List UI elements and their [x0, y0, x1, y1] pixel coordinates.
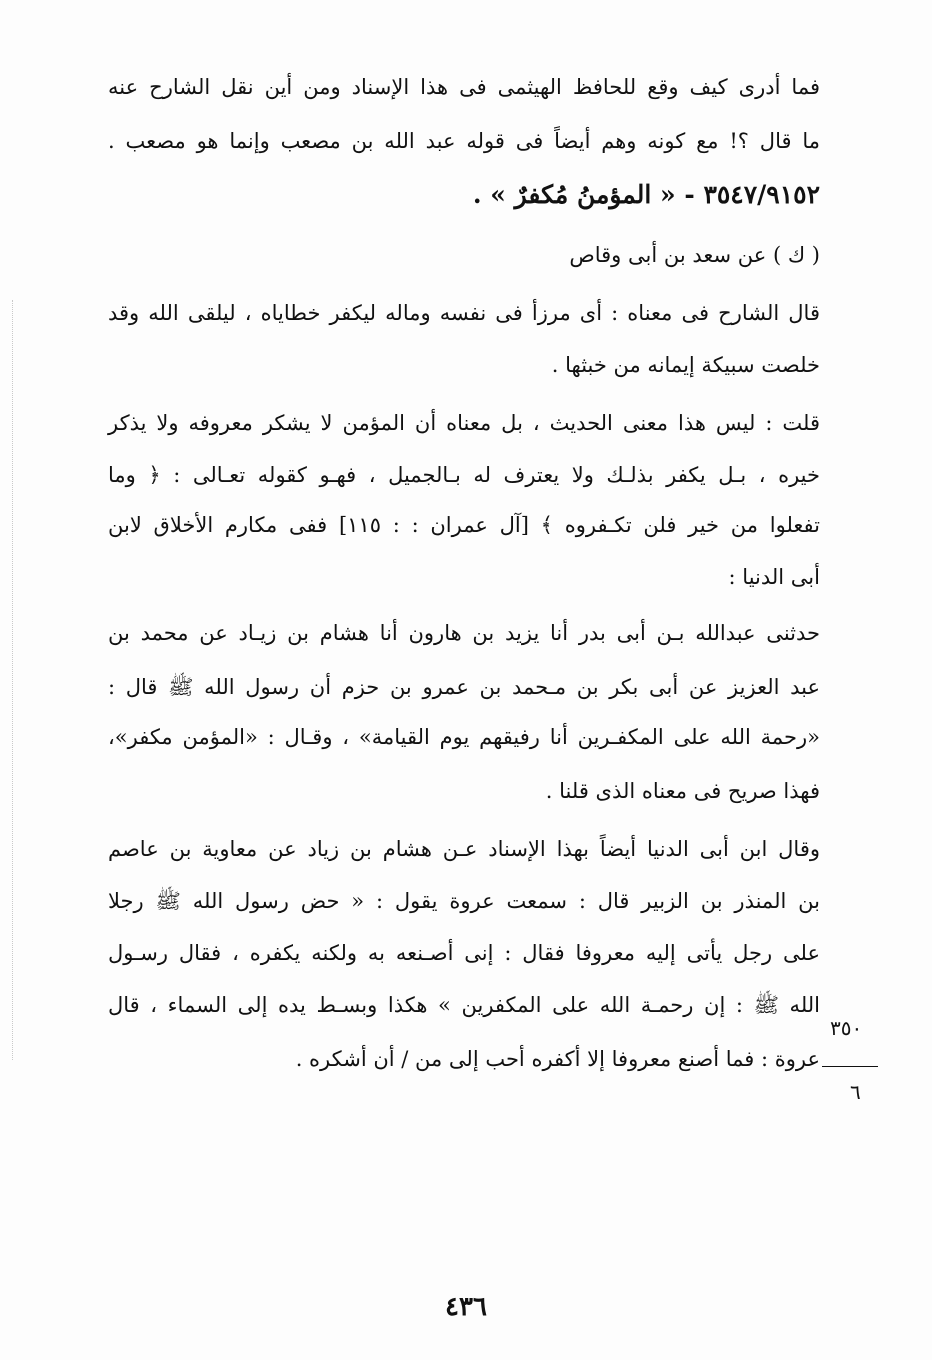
- text-line: الله ﷺ : إن رحمـة الله على المكفرين » هكذا وبسـط يده إلى السماء ، قال: [108, 993, 820, 1017]
- hadith-heading: ٣٥٤٧/٩١٥٢ - « المؤمنُ مُكفرٌ » .: [472, 180, 820, 209]
- page-edge-shadow: [12, 300, 13, 1060]
- text-line: تفعلوا من خير فلن تكـفروه ﴾ [آل عمران : : ١١٥] ففى مكارم الأخلاق لابن: [108, 513, 820, 537]
- text-line: فما أدرى كيف وقع للحافظ الهيثمى فى هذا الإسناد ومن أين نقل الشارح عنه: [108, 75, 820, 99]
- text-line: عروة : فما أصنع معروفا إلا أكفره أحب إلى من / أن أشكره .: [295, 1047, 820, 1071]
- margin-note-number: ٣٥٠: [830, 1016, 863, 1040]
- page-number: ٤٣٦: [445, 1292, 487, 1322]
- text-line: خيره ، بـل يكفر بذلـك ولا يعترف له بـالجميل ، فهـو كقوله تعـالى : ﴿ وما: [108, 463, 820, 487]
- text-line: حدثنى عبدالله بـن أبى بدر أنا يزيد بن هارون أنا هشام بن زيـاد عن محمد بن: [108, 621, 820, 645]
- margin-note-rule: [822, 1066, 878, 1067]
- text-line: فهذا صريح فى معناه الذى قلنا .: [545, 779, 820, 803]
- text-line: عبد العزيز عن أبى بكر بن مـحمد بن عمرو بن حزم أن رسول الله ﷺ قال :: [108, 675, 820, 699]
- margin-note-subnumber: ٦: [850, 1080, 861, 1104]
- text-line: خلصت سبيكة إيمانه من خبثها .: [551, 353, 820, 377]
- text-line: قلت : ليس هذا معنى الحديث ، بل معناه أن المؤمن لا يشكر معروفه ولا يذكر: [108, 411, 820, 435]
- hadith-source: ( ك ) عن سعد بن أبى وقاص: [569, 243, 820, 267]
- text-line: وقال ابن أبى الدنيا أيضاً بهذا الإسناد عـن هشام بن زياد عن معاوية بن عاصم: [108, 837, 820, 861]
- text-line: «رحمة الله على المكفـرين أنا رفيقهم يوم القيامة» ، وقـال : «المؤمن مكفر»،: [108, 725, 820, 749]
- text-line: ما قال ؟! مع كونه وهم أيضاً فى قوله عبد الله بن مصعب وإنما هو مصعب .: [108, 129, 820, 153]
- text-line: أبى الدنيا :: [728, 565, 820, 589]
- text-line: قال الشارح فى معناه : أى مرزأ فى نفسه وماله ليكفر خطاياه ، ليلقى الله وقد: [108, 301, 820, 325]
- text-line: بن المنذر بن الزبير قال : سمعت عروة يقول : « حض رسول الله ﷺ رجلا: [108, 889, 820, 913]
- text-line: على رجل يأتى إليه معروفا فقال : إنى أصـنعه به ولكنه يكفره ، فقال رسـول: [108, 941, 820, 965]
